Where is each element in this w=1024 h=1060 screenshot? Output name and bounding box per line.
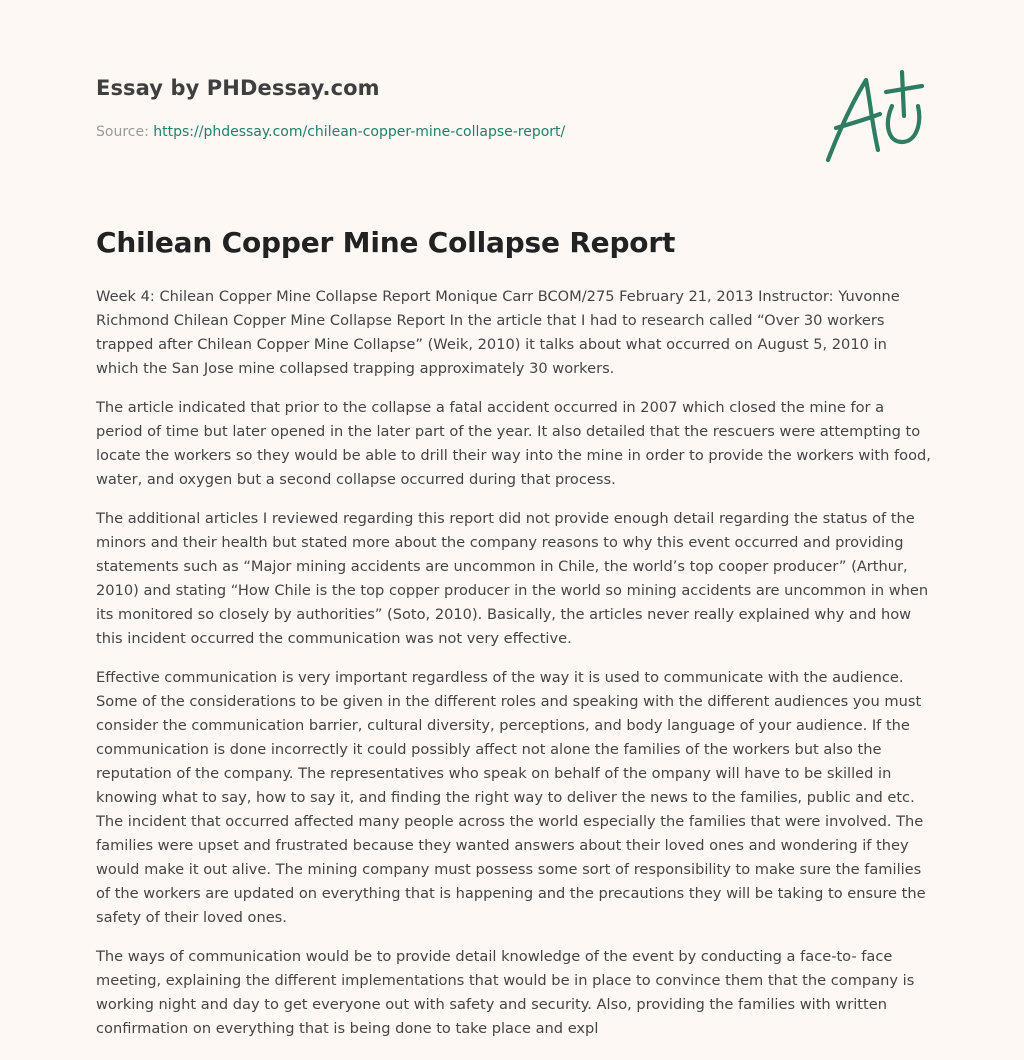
article-paragraph: The additional articles I reviewed regarding this report did not provide enough detail regarding the status of the minors and their health but stated more about the company reasons to why this event occurred and providing statements such as “Major mining accidents are uncommon in Chile, the world’s top cooper producer” (Arthur, 2010) and stating “How Chile is the top copper producer in the world so mining accidents are uncommon in when its monitored so closely by authorities” (Soto, 2010). Basically, the articles never really explained why and how this incident occurred the communication was not very effective. [96, 510, 929, 647]
a-plus-grade-logo-icon [822, 66, 928, 166]
article-title: Chilean Copper Mine Collapse Report [96, 226, 676, 259]
site-brand: Essay by PHDessay.com [96, 76, 380, 100]
source-line [96, 124, 565, 140]
article-paragraph: The ways of communication would be to provide detail knowledge of the event by conducting a face-to- face meeting, explaining the different implementations that would be in place to convince them that the company is working night and day to get everyone out with safety and security. Also, providing the families with written confirmation on everything that is being done to take place and expl [96, 948, 915, 1037]
source-link[interactable]: https://phdessay.com/chilean-copper-mine-collapse-report/ [153, 124, 566, 140]
source-label: Source: [96, 124, 149, 140]
article-body [96, 285, 932, 1056]
article-paragraph: Week 4: Chilean Copper Mine Collapse Report Monique Carr BCOM/275 February 21, 2013 Instructor: Yuvonne Richmond Chilean Copper Mine Collapse Report In the article that I had to research called “Over 30 workers trapped after Chilean Copper Mine Collapse” (Weik, 2010) it talks about what occurred on August 5, 2010 in which the San Jose mine collapsed trapping approximately 30 workers. [96, 288, 900, 377]
article-paragraph: Effective communication is very important regardless of the way it is used to communicate with the audience. Some of the considerations to be given in the different roles and speaking with the different audiences you must consider the communication barrier, cultural diversity, perceptions, and body language of your audience. If the communication is done incorrectly it could possibly affect not alone the families of the workers but also the reputation of the company. The representatives who speak on behalf of the ompany will have to be skilled in knowing what to say, how to say it, and finding the right way to deliver the news to the families, public and etc. The incident that occurred affected many people across the world especially the families that were involved. The families were upset and frustrated because they wanted answers about their loved ones and wondering if they would make it out alive. The mining company must possess some sort of responsibility to make sure the families of the workers are updated on everything that is happening and the precautions they will be taking to ensure the safety of their loved ones. [96, 669, 926, 926]
article-paragraph: The article indicated that prior to the collapse a fatal accident occurred in 2007 which closed the mine for a period of time but later opened in the later part of the year. It also detailed that the rescuers were attempting to locate the workers so they would be able to drill their way into the mine in order to provide the workers with food, water, and oxygen but a second collapse occurred during that process. [96, 399, 931, 488]
